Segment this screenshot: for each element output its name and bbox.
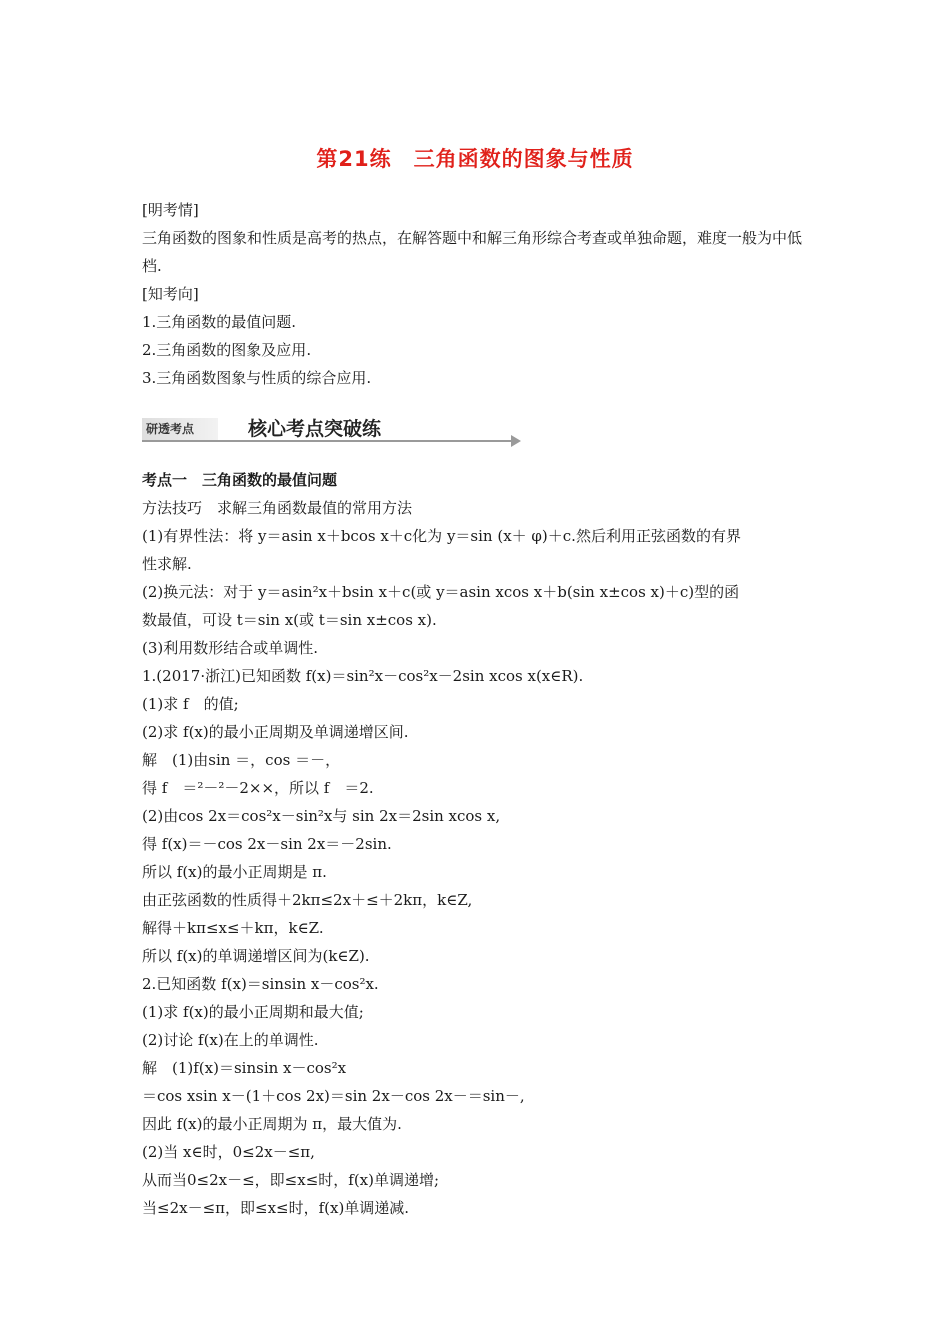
text-line: 解 (1)由sin ＝，cos ＝－，	[142, 751, 341, 769]
text-line: (2)当 x∈时，0≤2x－≤π,	[142, 1143, 315, 1161]
text-line: (1)有界性法：将 y＝asin x＋bcos x＋c化为 y＝sin (x＋ φ)＋c.然后利用正弦函数的有界	[142, 527, 741, 545]
text-line: 方法技巧 求解三角函数最值的常用方法	[142, 499, 413, 517]
intro-section	[142, 196, 814, 392]
banner-arrow-icon	[511, 435, 521, 447]
intro-exam-situation-text: 三角函数的图象和性质是高考的热点，在解答题中和解三角形综合考查或单独命题，难度一般为中低档.	[142, 229, 803, 275]
text-line: ＝cos xsin x－(1＋cos 2x)＝sin 2x－cos 2x－＝sin－,	[142, 1087, 525, 1105]
text-line: (1)求 f 的值;	[142, 695, 239, 713]
page-title: 第21练 三角函数的图象与性质	[316, 147, 634, 171]
banner-heading: 核心考点突破练	[248, 418, 382, 440]
text-line: 得 f(x)＝－cos 2x－sin 2x＝－2sin.	[142, 835, 392, 853]
text-line: (2)由cos 2x＝cos²x－sin²x与 sin 2x＝2sin xcos x,	[142, 807, 501, 825]
section-banner	[142, 412, 522, 448]
text-line: 1.(2017·浙江)已知函数 f(x)＝sin²x－cos²x－2sin xcos x(x∈R).	[142, 667, 584, 685]
banner-tag: 研透考点	[146, 422, 195, 436]
intro-list-item: 2.三角函数的图象及应用.	[142, 341, 312, 359]
section-heading: 考点一 三角函数的最值问题	[142, 471, 338, 489]
text-line: 得 f ＝²－²－2××，所以 f ＝2.	[142, 779, 374, 797]
text-line: 2.已知函数 f(x)＝sinsin x－cos²x.	[142, 975, 379, 993]
intro-label-exam-situation: [明考情]	[142, 201, 199, 219]
text-line: 性求解.	[142, 555, 192, 573]
text-line: 由正弦函数的性质得＋2kπ≤2x＋≤＋2kπ，k∈Z,	[142, 891, 473, 909]
text-line: 当≤2x－≤π，即≤x≤时，f(x)单调递减.	[142, 1199, 410, 1217]
text-line: (2)求 f(x)的最小正周期及单调递增区间.	[142, 723, 409, 741]
text-line: 解 (1)f(x)＝sinsin x－cos²x	[142, 1059, 347, 1077]
text-line: (3)利用数形结合或单调性.	[142, 639, 319, 657]
text-line: 从而当0≤2x－≤，即≤x≤时，f(x)单调递增;	[142, 1171, 440, 1189]
intro-list-item: 3.三角函数图象与性质的综合应用.	[142, 369, 372, 387]
main-section	[142, 466, 814, 1222]
text-line: 数最值，可设 t＝sin x(或 t＝sin x±cos x).	[142, 611, 437, 629]
text-line: 解得＋kπ≤x≤＋kπ，k∈Z.	[142, 919, 324, 937]
text-line: (2)换元法：对于 y＝asin²x＋bsin x＋c(或 y＝asin xcos x＋b(sin x±cos x)＋c)型的函	[142, 583, 740, 601]
intro-label-exam-direction: [知考向]	[142, 285, 199, 303]
text-line: (2)讨论 f(x)在上的单调性.	[142, 1031, 319, 1049]
text-line: 因此 f(x)的最小正周期为 π，最大值为.	[142, 1115, 402, 1133]
intro-list-item: 1.三角函数的最值问题.	[142, 313, 297, 331]
text-line: 所以 f(x)的最小正周期是 π.	[142, 863, 327, 881]
text-line: 所以 f(x)的单调递增区间为(k∈Z).	[142, 947, 370, 965]
text-line: (1)求 f(x)的最小正周期和最大值;	[142, 1003, 364, 1021]
banner-divider	[142, 440, 514, 442]
